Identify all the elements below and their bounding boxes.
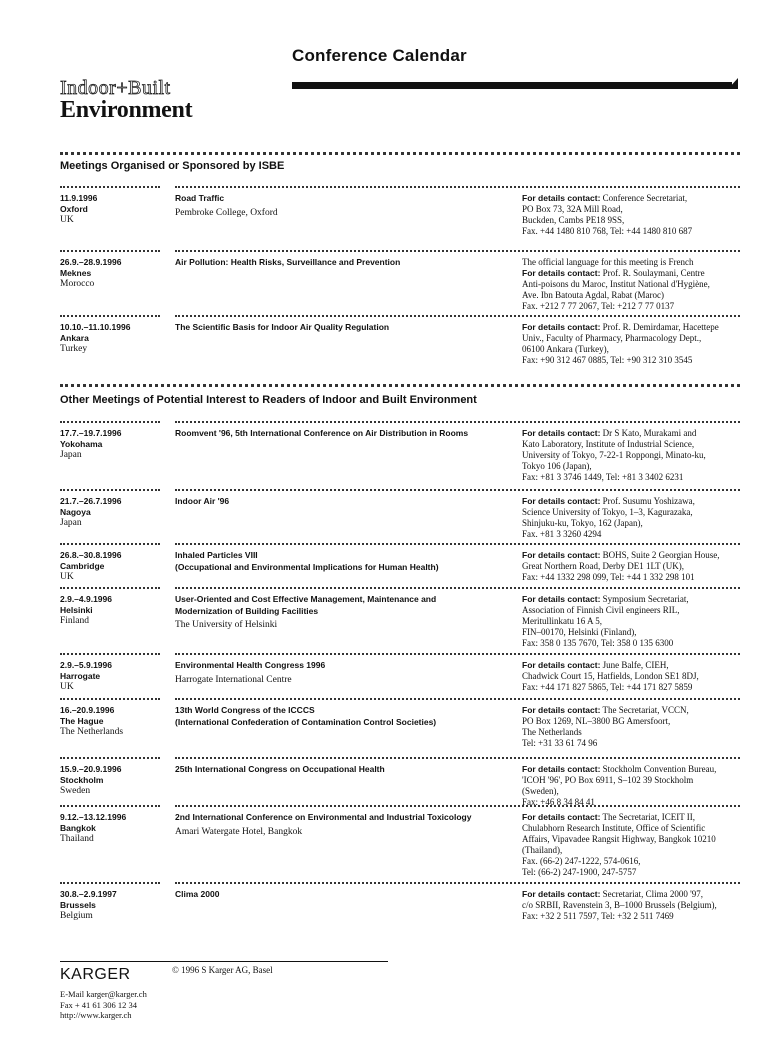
- event-info: [175, 489, 520, 508]
- contact-line: [522, 279, 740, 290]
- contact-text: Dr S Kato, Murakami and: [602, 428, 697, 438]
- contact-text: Fax. +44 1480 810 768, Tel: +44 1480 810 687: [522, 226, 693, 236]
- contact-text: FIN–00170, Helsinki (Finland),: [522, 627, 637, 637]
- event-date: 2.9.–5.9.1996: [60, 660, 112, 670]
- contact-line: [522, 716, 740, 727]
- row-divider: [522, 653, 740, 655]
- event-info: [175, 315, 520, 334]
- event-contact: [522, 594, 740, 649]
- event-title-line: Clima 2000: [175, 889, 220, 899]
- contact-line: [522, 226, 740, 237]
- event-city: Ankara: [60, 333, 89, 343]
- contact-label: For details contact:: [522, 193, 601, 203]
- contact-text: Fax: +44 1332 298 099, Tel: +44 1 332 298 101: [522, 572, 695, 582]
- contact-line: [522, 518, 740, 529]
- contact-text: Prof. Susumu Yoshizawa,: [602, 496, 695, 506]
- contact-line: [522, 461, 740, 472]
- contact-line: [522, 889, 740, 900]
- contact-label: For details contact:: [522, 812, 601, 822]
- event-when-where: [60, 421, 160, 461]
- contact-text: Fax: +90 312 467 0885, Tel: +90 312 310 3545: [522, 355, 693, 365]
- event-city: Bangkok: [60, 823, 96, 833]
- event-date: 9.12.–13.12.1996: [60, 812, 127, 822]
- contact-text: Fax: +81 3 3746 1449, Tel: +81 3 3402 6231: [522, 472, 684, 482]
- page-title: Conference Calendar: [292, 46, 467, 65]
- event-contact: [522, 812, 740, 878]
- journal-logo: [60, 78, 192, 122]
- contact-text: Chulabhorn Research Institute, Office of Scientific: [522, 823, 706, 833]
- contact-line: [522, 823, 740, 834]
- event-contact: [522, 496, 740, 540]
- event-title-line: The Scientific Basis for Indoor Air Quality Regulation: [175, 322, 390, 332]
- contact-text: June Balfe, CIEH,: [602, 660, 669, 670]
- event-contact: [522, 428, 740, 483]
- event-city: Brussels: [60, 900, 96, 910]
- contact-text: Kato Laboratory, Institute of Industrial Science,: [522, 439, 695, 449]
- contact-line: [522, 344, 740, 355]
- contact-text: PO Box 73, 32A Mill Road,: [522, 204, 623, 214]
- event-title: [175, 550, 520, 573]
- contact-text: (Thailand),: [522, 845, 563, 855]
- event-when-where: [60, 698, 160, 738]
- contact-text: Affairs, Vipavadee Rangsit Highway, Bangkok 10210: [522, 834, 716, 844]
- event-title: [175, 428, 520, 440]
- contact-text: The Secretariat, ICEIT II,: [602, 812, 696, 822]
- contact-text: Buckden, Cambs PE18 9SS,: [522, 215, 625, 225]
- event-city: Nagoya: [60, 507, 91, 517]
- event-when-where: [60, 543, 160, 583]
- event-language-note: The official language for this meeting is French: [522, 257, 694, 267]
- publisher-logo: KARGER: [60, 966, 131, 983]
- contact-text: Science University of Tokyo, 1–3, Kagurazaka,: [522, 507, 693, 517]
- contact-text: Symposium Secretariat,: [602, 594, 689, 604]
- event-country: UK: [60, 572, 74, 582]
- contact-line: [522, 605, 740, 616]
- contact-line: [522, 355, 740, 366]
- event-title-line: User-Oriented and Cost Effective Management, Maintenance and: [175, 594, 437, 604]
- event-title: [175, 257, 520, 269]
- event-city: Helsinki: [60, 605, 93, 615]
- event-contact: [522, 889, 740, 922]
- event-city: Cambridge: [60, 561, 105, 571]
- event-country: Japan: [60, 450, 82, 460]
- contact-line: [522, 439, 740, 450]
- contact-text: Prof. R. Demirdamar, Hacettepe: [602, 322, 719, 332]
- row-divider: [522, 698, 740, 700]
- event-title: [175, 322, 520, 334]
- event-when-where: [60, 805, 160, 845]
- event-country: Morocco: [60, 279, 95, 289]
- event-title-line: (Occupational and Environmental Implications for Human Health): [175, 561, 439, 572]
- event-title-line: 2nd International Conference on Environmental and Industrial Toxicology: [175, 812, 472, 822]
- event-info: [175, 186, 520, 219]
- event-title-line: Environmental Health Congress 1996: [175, 660, 326, 670]
- event-city: Harrogate: [60, 671, 101, 681]
- event-country: The Netherlands: [60, 727, 124, 737]
- event-info: [175, 882, 520, 901]
- event-venue: Pembroke College, Oxford: [175, 207, 278, 218]
- contact-line: [522, 572, 740, 583]
- event-title-line: 25th International Congress on Occupational Health: [175, 764, 385, 774]
- section-title: Meetings Organised or Sponsored by ISBE: [60, 160, 285, 172]
- contact-line: [522, 845, 740, 856]
- event-title-line: 13th World Congress of the ICCCS: [175, 705, 315, 715]
- contact-line: [522, 204, 740, 215]
- contact-text: Fax. +212 7 77 2067, Tel: +212 7 77 0137: [522, 301, 675, 311]
- contact-line: [522, 472, 740, 483]
- contact-text: Fax. +81 3 3260 4294: [522, 529, 602, 539]
- event-info: [175, 757, 520, 776]
- event-country: UK: [60, 215, 74, 225]
- event-title: [175, 594, 520, 617]
- contact-line: [522, 764, 740, 775]
- footer-rule: [60, 961, 388, 962]
- event-country: Japan: [60, 518, 82, 528]
- contact-line: [522, 775, 740, 786]
- contact-line: [522, 616, 740, 627]
- event-date: 10.10.–11.10.1996: [60, 322, 131, 332]
- contact-text: Tokyo 106 (Japan),: [522, 461, 592, 471]
- contact-text: Univ., Faculty of Pharmacy, Pharmacology Dept.,: [522, 333, 702, 343]
- event-contact: [522, 705, 740, 749]
- contact-line: [522, 638, 740, 649]
- event-info: [175, 587, 520, 631]
- event-venue: Amari Watergate Hotel, Bangkok: [175, 826, 303, 837]
- event-contact: [522, 764, 740, 808]
- contact-line: [522, 705, 740, 716]
- contact-line: [522, 550, 740, 561]
- contact-label: For details contact:: [522, 660, 601, 670]
- event-city: Meknes: [60, 268, 92, 278]
- event-date: 26.9.–28.9.1996: [60, 257, 122, 267]
- contact-text: Meritullinkatu 16 A 5,: [522, 616, 602, 626]
- event-date: 15.9.–20.9.1996: [60, 764, 122, 774]
- contact-label: For details contact:: [522, 428, 601, 438]
- contact-text: Tel: +31 33 61 74 96: [522, 738, 598, 748]
- row-divider: [522, 543, 740, 545]
- event-when-where: [60, 653, 160, 693]
- contact-line: [522, 428, 740, 439]
- contact-line: [522, 193, 740, 204]
- event-info: [175, 250, 520, 269]
- contact-text: The Secretariat, VCCN,: [602, 705, 689, 715]
- row-divider: [522, 315, 740, 317]
- contact-line: [522, 594, 740, 605]
- event-city: Stockholm: [60, 775, 104, 785]
- event-title-line: Inhaled Particles VIII: [175, 550, 258, 560]
- row-divider: [522, 882, 740, 884]
- contact-text: Fax: +32 2 511 7597, Tel: +32 2 511 7469: [522, 911, 674, 921]
- event-title: [175, 496, 520, 508]
- event-title-line: (International Confederation of Contamination Control Societies): [175, 716, 437, 727]
- contact-label: For details contact:: [522, 322, 601, 332]
- contact-text: Fax: 358 0 135 7670, Tel: 358 0 135 6300: [522, 638, 674, 648]
- contact-text: Prof. R. Soulaymani, Centre: [602, 268, 705, 278]
- event-date: 26.8.–30.8.1996: [60, 550, 122, 560]
- event-title-line: Indoor Air '96: [175, 496, 230, 506]
- event-country: Sweden: [60, 786, 91, 796]
- publisher-fax: Fax + 41 61 306 12 34: [60, 999, 138, 1010]
- row-divider: [522, 805, 740, 807]
- contact-line: [522, 812, 740, 823]
- contact-text: (Sweden),: [522, 786, 559, 796]
- event-when-where: [60, 250, 160, 290]
- contact-label: For details contact:: [522, 268, 601, 278]
- event-venue: Harrogate International Centre: [175, 674, 292, 685]
- row-divider: [522, 489, 740, 491]
- contact-label: For details contact:: [522, 496, 601, 506]
- contact-text: Ave. Ibn Batouta Agdal, Rabat (Maroc): [522, 290, 665, 300]
- contact-text: c/o SRBII, Ravenstein 3, B–1000 Brussels (Belgium),: [522, 900, 717, 910]
- contact-line: [522, 507, 740, 518]
- event-city: Yokohama: [60, 439, 103, 449]
- event-when-where: [60, 587, 160, 627]
- contact-text: Stockholm Convention Bureau,: [602, 764, 717, 774]
- section-title: Other Meetings of Potential Interest to Readers of Indoor and Built Environment: [60, 394, 477, 406]
- event-country: Turkey: [60, 344, 88, 354]
- event-info: [175, 653, 520, 686]
- contact-text: 06100 Ankara (Turkey),: [522, 344, 609, 354]
- contact-text: Anti-poisons du Maroc, Institut National d'Hygiène,: [522, 279, 710, 289]
- event-when-where: [60, 757, 160, 797]
- contact-text: Fax: +46 8 34 84 41: [522, 797, 595, 807]
- contact-line: [522, 301, 740, 312]
- contact-text: Great Northern Road, Derby DE1 1LT (UK),: [522, 561, 684, 571]
- event-title: [175, 889, 520, 901]
- publisher-email: E-Mail karger@karger.ch: [60, 989, 147, 999]
- event-info: [175, 805, 520, 838]
- contact-text: Conference Secretariat,: [602, 193, 688, 203]
- contact-line: [522, 496, 740, 507]
- event-title-line: Air Pollution: Health Risks, Surveillance and Prevention: [175, 257, 401, 267]
- contact-line: [522, 867, 740, 878]
- contact-line: [522, 911, 740, 922]
- contact-text: Secretariat, Clima 2000 '97,: [602, 889, 704, 899]
- contact-line: [522, 450, 740, 461]
- contact-line: [522, 738, 740, 749]
- logo-line-1: Indoor+Built: [60, 77, 171, 99]
- row-divider: [522, 757, 740, 759]
- contact-label: For details contact:: [522, 594, 601, 604]
- event-country: Finland: [60, 616, 90, 626]
- contact-label: For details contact:: [522, 889, 601, 899]
- event-contact: [522, 550, 740, 583]
- event-title: [175, 764, 520, 776]
- event-title-line: Road Traffic: [175, 193, 225, 203]
- contact-line: [522, 682, 740, 693]
- event-info: [175, 421, 520, 440]
- contact-label: For details contact:: [522, 764, 601, 774]
- event-title: [175, 193, 520, 205]
- row-divider: [522, 421, 740, 423]
- contact-line: [522, 333, 740, 344]
- contact-text: Tel: (66-2) 247-1900, 247-5757: [522, 867, 637, 877]
- contact-text: Fax: +44 171 827 5865, Tel: +44 171 827 5859: [522, 682, 693, 692]
- event-when-where: [60, 315, 160, 355]
- contact-line: [522, 834, 740, 845]
- contact-line: [522, 268, 740, 279]
- row-divider: [522, 587, 740, 589]
- contact-label: For details contact:: [522, 550, 601, 560]
- event-title-line: Roomvent '96, 5th International Conference on Air Distribution in Rooms: [175, 428, 469, 438]
- event-country: UK: [60, 682, 74, 692]
- event-date: 2.9.–4.9.1996: [60, 594, 112, 604]
- event-when-where: [60, 882, 160, 922]
- contact-label: For details contact:: [522, 705, 601, 715]
- contact-line: [522, 561, 740, 572]
- event-title: [175, 660, 520, 672]
- event-country: Belgium: [60, 911, 93, 921]
- event-title-line: Modernization of Building Facilities: [175, 605, 319, 616]
- event-date: 30.8.–2.9.1997: [60, 889, 117, 899]
- header-rule-tip: [728, 78, 738, 89]
- contact-text: Fax. (66-2) 247-1222, 574-0616,: [522, 856, 641, 866]
- contact-text: University of Tokyo, 7-22-1 Roppongi, Minato-ku,: [522, 450, 706, 460]
- row-divider: [522, 250, 740, 252]
- publisher-contact: [60, 989, 147, 1021]
- contact-line: [522, 671, 740, 682]
- event-contact: [522, 257, 740, 312]
- contact-line: [522, 900, 740, 911]
- event-venue: The University of Helsinki: [175, 620, 278, 630]
- contact-text: Association of Finnish Civil engineers RIL,: [522, 605, 680, 615]
- contact-line: [522, 290, 740, 301]
- contact-line: [522, 660, 740, 671]
- event-date: 16.–20.9.1996: [60, 705, 115, 715]
- contact-line: [522, 786, 740, 797]
- event-info: [175, 698, 520, 728]
- event-contact: [522, 193, 740, 237]
- copyright-notice: © 1996 S Karger AG, Basel: [172, 965, 273, 975]
- section-separator: [60, 152, 740, 155]
- contact-text: The Netherlands: [522, 727, 582, 737]
- contact-text: Shinjuku-ku, Tokyo, 162 (Japan),: [522, 518, 643, 528]
- contact-text: BOHS, Suite 2 Georgian House,: [602, 550, 720, 560]
- publisher-website: http://www.karger.ch: [60, 1010, 132, 1020]
- contact-text: PO Box 1269, NL–3800 BG Amersfoort,: [522, 716, 671, 726]
- event-city: The Hague: [60, 716, 104, 726]
- event-date: 17.7.–19.7.1996: [60, 428, 122, 438]
- event-city: Oxford: [60, 204, 88, 214]
- event-when-where: [60, 489, 160, 529]
- event-title: [175, 812, 520, 824]
- event-contact: [522, 322, 740, 366]
- contact-line: [522, 856, 740, 867]
- event-when-where: [60, 186, 160, 226]
- event-info: [175, 543, 520, 573]
- event-country: Thailand: [60, 834, 94, 844]
- contact-line: [522, 727, 740, 738]
- event-date: 21.7.–26.7.1996: [60, 496, 122, 506]
- contact-line: [522, 627, 740, 638]
- logo-line-2: Environment: [60, 97, 193, 123]
- event-title: [175, 705, 520, 728]
- event-contact: [522, 660, 740, 693]
- row-divider: [522, 186, 740, 188]
- section-separator: [60, 384, 740, 387]
- contact-text: 'ICOH '96', PO Box 6911, S–102 39 Stockholm: [522, 775, 694, 785]
- contact-text: Chadwick Court 15, Hatfields, London SE1 8DJ,: [522, 671, 699, 681]
- contact-line: [522, 322, 740, 333]
- header-rule: [292, 82, 732, 89]
- contact-line: [522, 529, 740, 540]
- event-date: 11.9.1996: [60, 193, 98, 203]
- contact-line: [522, 215, 740, 226]
